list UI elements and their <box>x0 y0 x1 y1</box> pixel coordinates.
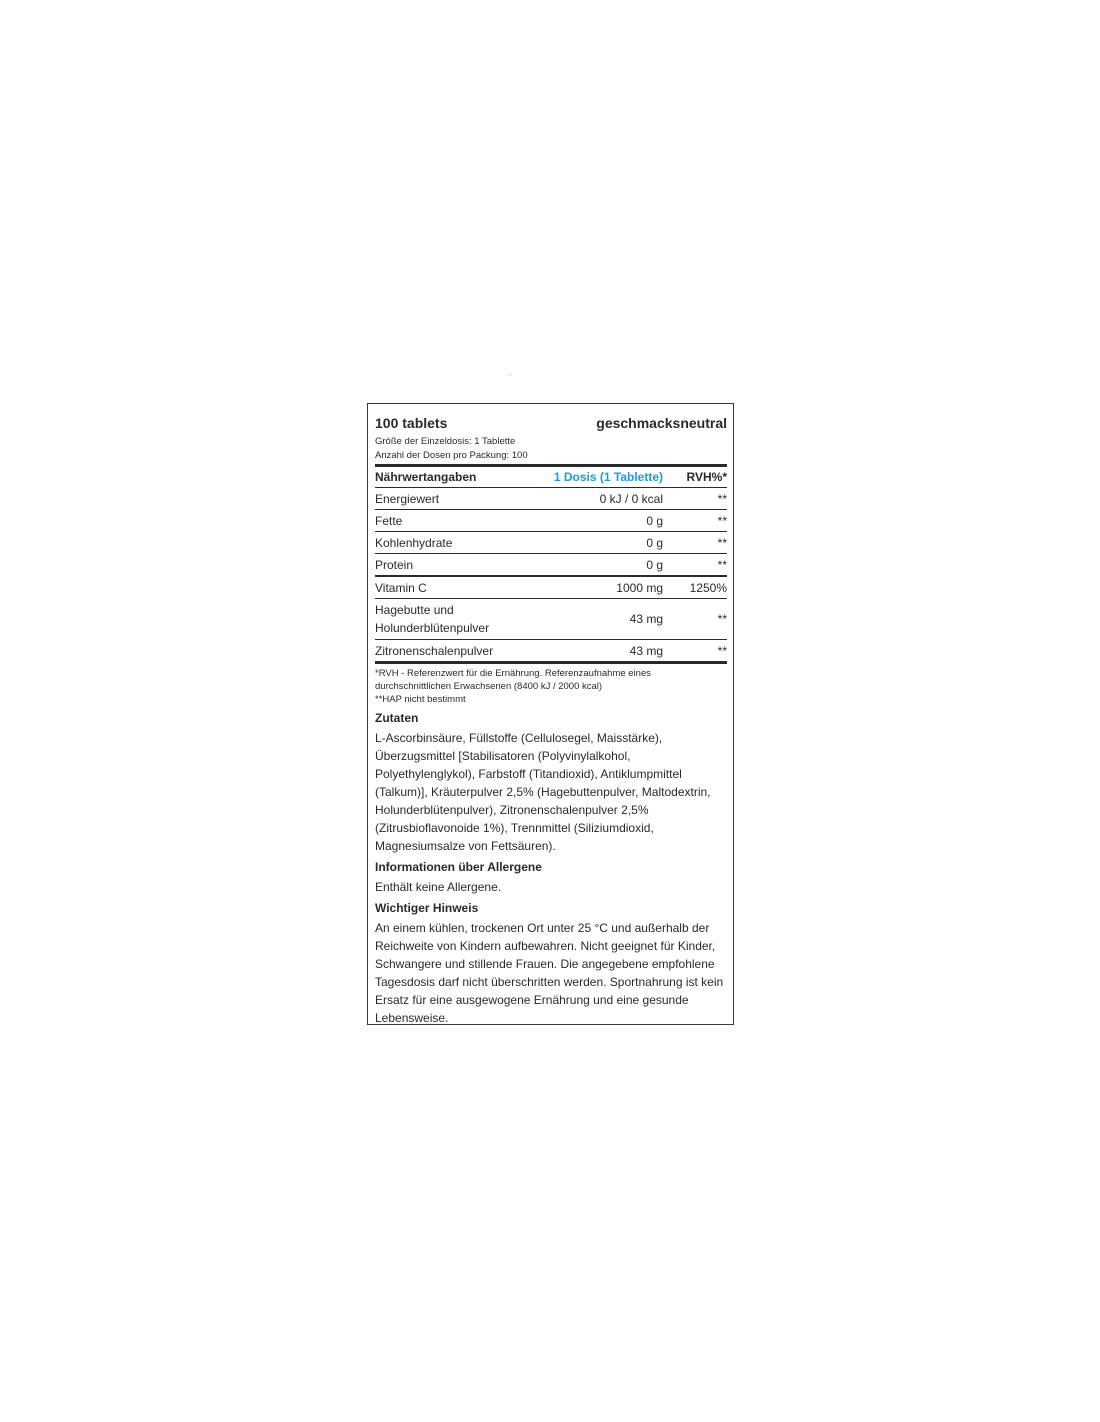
row-name: Energiewert <box>375 488 535 510</box>
table-row <box>375 554 727 577</box>
header-rvh: RVH%* <box>677 467 727 488</box>
nutrition-label <box>367 403 734 1025</box>
notice-title: Wichtiger Hinweis <box>375 901 479 915</box>
row-value: 0 g <box>535 532 677 554</box>
table-header-row <box>375 467 727 488</box>
flavor: geschmacksneutral <box>596 415 727 431</box>
header-name: Nährwertangaben <box>375 467 535 488</box>
row-value: 1000 mg <box>535 576 677 599</box>
ingredients-title: Zutaten <box>375 711 419 725</box>
table-row <box>375 532 727 554</box>
serving-info <box>375 435 727 467</box>
stray-dot: . <box>509 367 512 378</box>
row-rvh: ** <box>677 510 727 532</box>
table-row <box>375 488 727 510</box>
row-rvh: ** <box>677 640 727 663</box>
label-header <box>375 414 727 432</box>
row-name: Kohlenhydrate <box>375 532 535 554</box>
row-name: Hagebutte und Holunderblütenpulver <box>375 599 535 640</box>
table-row <box>375 599 727 640</box>
tablet-count: 100 tablets <box>375 415 448 431</box>
row-rvh: ** <box>677 488 727 510</box>
row-value: 0 g <box>535 510 677 532</box>
row-value: 43 mg <box>535 640 677 663</box>
row-value: 43 mg <box>535 599 677 640</box>
serving-size: Größe der Einzeldosis: 1 Tablette <box>375 436 516 447</box>
row-name: Fette <box>375 510 535 532</box>
footnote-hap: **HAP nicht bestimmt <box>375 694 466 705</box>
header-dose: 1 Dosis (1 Tablette) <box>535 467 677 488</box>
ingredients-text: L-Ascorbinsäure, Füllstoffe (Cellulosegel, Maisstärke), Überzugsmittel [Stabilisatoren (Polyvinylalkohol, Polyethylenglykol), Farbstoff (Titandioxid), Antiklumpmittel (Talkum)], Kräuterpulver 2,5% (Hagebuttenpulver, Maltodextrin, Holunderblütenpulver), Zitronenschalenpulver 2,5% (Zitrusbioflavonoide 1%), Trennmittel (Siliziumdioxid, Magnesiumsalze von Fettsäuren). <box>375 731 711 853</box>
table-row <box>375 510 727 532</box>
row-rvh: 1250% <box>677 576 727 599</box>
notice-text: An einem kühlen, trockenen Ort unter 25 °C und außerhalb der Reichweite von Kindern aufbewahren. Nicht geeignet für Kinder, Schwangere und stillende Frauen. Die angegebene empfohlene Tagesdosis darf nicht überschritten werden. Sportnahrung ist kein Ersatz für eine ausgewogene Ernährung und eine gesunde Lebensweise. <box>375 921 724 1025</box>
row-name: Zitronenschalenpulver <box>375 640 535 663</box>
row-rvh: ** <box>677 599 727 640</box>
table-row <box>375 640 727 663</box>
allergens-text: Enthält keine Allergene. <box>375 880 502 894</box>
row-value: 0 g <box>535 554 677 577</box>
table-row <box>375 576 727 599</box>
row-rvh: ** <box>677 532 727 554</box>
nutrition-table <box>375 467 727 664</box>
footnotes <box>375 667 727 706</box>
row-value: 0 kJ / 0 kcal <box>535 488 677 510</box>
allergens-title: Informationen über Allergene <box>375 860 542 874</box>
servings-per-pack: Anzahl der Dosen pro Packung: 100 <box>375 450 528 461</box>
footnote-rvh: *RVH - Referenzwert für die Ernährung. Referenzaufnahme eines durchschnittlichen Erwachsenen (8400 kJ / 2000 kcal) <box>375 668 651 692</box>
row-rvh: ** <box>677 554 727 577</box>
row-name: Protein <box>375 554 535 577</box>
row-name: Vitamin C <box>375 576 535 599</box>
